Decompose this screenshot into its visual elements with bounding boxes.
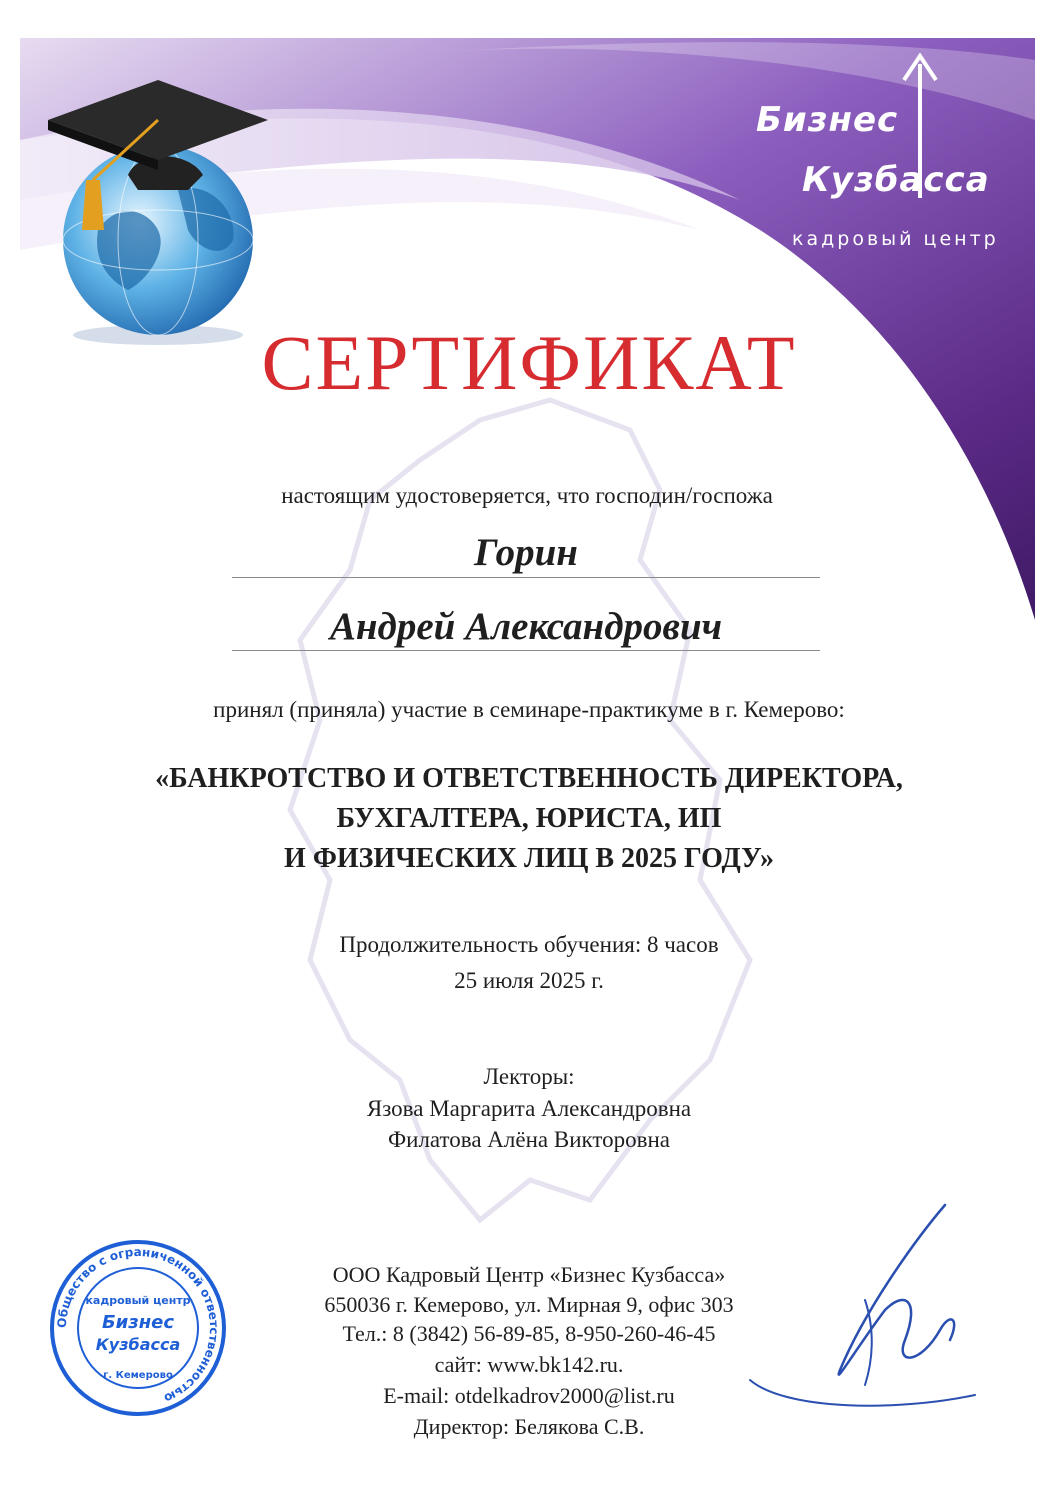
stamp-city: г. Кемерово <box>103 1370 173 1381</box>
director-name: Директор: Белякова С.В. <box>413 1414 645 1439</box>
organization-website: сайт: www.bk142.ru. <box>434 1352 624 1377</box>
stamp-brand-line1: Бизнес <box>101 1312 175 1333</box>
globe-graduation-cap-icon <box>38 80 268 350</box>
participation-text: принял (приняла) участие в семинаре-практикуме в г. Кемерово: <box>213 697 845 722</box>
lecturer-name: Язова Маргарита Александровна <box>366 1096 692 1121</box>
organization-address: 650036 г. Кемерово, ул. Мирная 9, офис 303 <box>324 1292 734 1317</box>
recipient-surname: Горин <box>474 531 578 574</box>
seminar-title-line2: БУХГАЛТЕРА, ЮРИСТА, ИП <box>336 803 722 834</box>
seminar-title-line1: «БАНКРОТСТВО И ОТВЕТСТВЕННОСТЬ ДИРЕКТОРА, <box>155 763 903 794</box>
certificate-title: СЕРТИФИКАТ <box>261 319 797 406</box>
stamp-brand-line2: Кузбасса <box>95 1335 181 1354</box>
lecturers-label: Лекторы: <box>483 1064 575 1089</box>
director-signature <box>745 1200 985 1410</box>
given-names-underline <box>232 650 820 651</box>
organization-name: ООО Кадровый Центр «Бизнес Кузбасса» <box>332 1262 726 1287</box>
intro-text: настоящим удостоверяется, что господин/госпожа <box>281 483 773 508</box>
recipient-given-names: Андрей Александрович <box>329 605 723 648</box>
company-stamp <box>48 1238 228 1418</box>
logo-text-line1: Бизнес <box>756 100 899 140</box>
stamp-inner-top: кадровый центр <box>85 1294 191 1307</box>
logo-text-line2: Кузбасса <box>802 160 990 200</box>
lecturer-name: Филатова Алёна Викторовна <box>387 1127 671 1152</box>
seminar-title-line3: И ФИЗИЧЕСКИХ ЛИЦ В 2025 ГОДУ» <box>284 843 774 874</box>
training-duration: Продолжительность обучения: 8 часов <box>339 932 719 957</box>
organization-email: E-mail: otdelkadrov2000@list.ru <box>383 1383 675 1408</box>
organization-phones: Тел.: 8 (3842) 56-89-85, 8-950-260-46-45 <box>342 1321 716 1346</box>
surname-underline <box>232 577 820 578</box>
stamp-ring-text: Общество с ограниченной ответственностью <box>54 1244 222 1406</box>
company-logo <box>720 50 1030 280</box>
seminar-date: 25 июля 2025 г. <box>454 968 604 993</box>
logo-subtitle: кадровый центр <box>792 228 999 250</box>
